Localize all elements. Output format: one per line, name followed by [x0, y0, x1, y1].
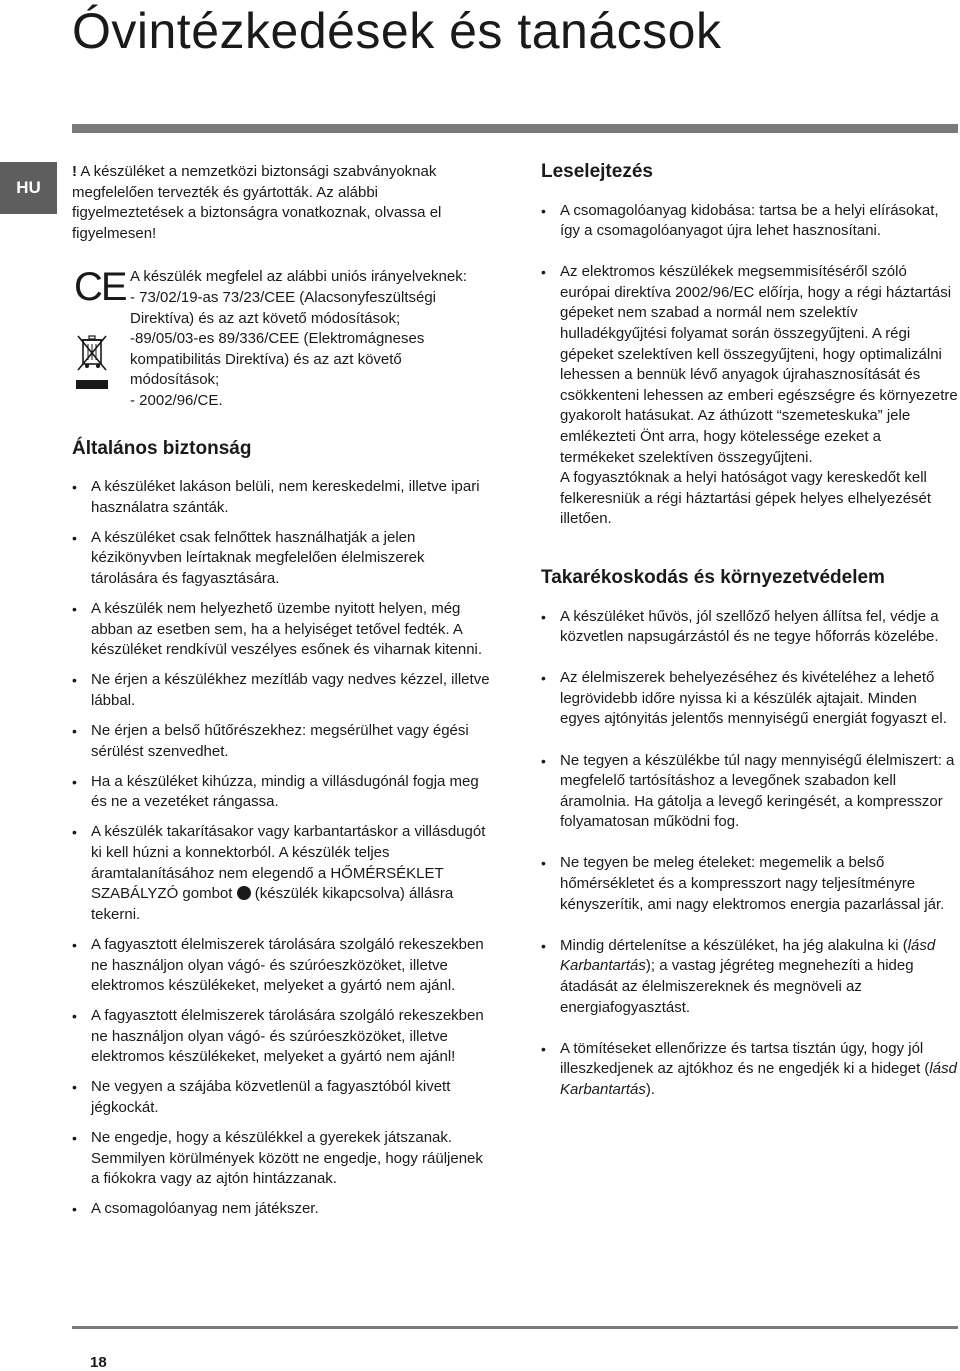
disposal-list: [541, 201, 959, 530]
list-item: [72, 822, 490, 925]
page-title: Óvintézkedések és tanácsok: [72, 3, 722, 59]
list-item: [541, 936, 959, 1018]
saving-list: [541, 607, 959, 1101]
intro-paragraph: [72, 162, 490, 244]
general-safety-heading: Általános biztonság: [72, 437, 252, 459]
language-tab: HU: [0, 162, 57, 214]
footer-divider: [72, 1326, 958, 1329]
conformity-line: - 2002/96/CE.: [130, 391, 223, 409]
conformity-icons: [72, 267, 130, 411]
conformity-text: [130, 267, 490, 411]
list-item: • A készüléket lakáson belüli, nem kereskedelmi, illetve ipari használatra szánták.: [72, 477, 490, 518]
list-item: • A csomagolóanyag kidobása: tartsa be a helyi elírásokat, így a csomagolóanyagot újra lehet hasznosítani.: [541, 201, 959, 242]
list-item: • Ne tegyen be meleg ételeket: megemelik a belső hőmérsékletet és a kompresszort nagy teljesítményre kényszerítik, ami nagy elektromos energia pazarlással jár.: [541, 853, 959, 915]
crossed-bin-icon: [76, 333, 108, 391]
list-item: • Az élelmiszerek behelyezéséhez és kivételéhez a lehető legrövidebb időre nyissa ki a készülék ajtajait. Minden egyes ajtónyitás jelentős mennyiségű energiát fogyaszt el.: [541, 668, 959, 730]
left-column: [72, 162, 490, 1230]
maintenance-reference: lásd Karbantartás: [560, 1060, 957, 1098]
list-item-text: A tömítéseket ellenőrizze és tartsa tisztán úgy, hogy jól illeszkedjenek az ajtókhoz és ne engedjék ki a hideget (: [560, 1039, 930, 1078]
list-item: • A fagyasztott élelmiszerek tárolására szolgáló rekeszekben ne használjon olyan vágó- és szúróeszközöket, illetve elektromos készülékeket, melyeket a gyártó nem ajánl.: [72, 935, 490, 997]
list-item: • Ha a készüléket kihúzza, mindig a villásdugónál fogja meg és ne a vezetéket rángassa.: [72, 772, 490, 813]
list-item: • A fagyasztott élelmiszerek tárolására szolgáló rekeszekben ne használjon olyan vágó- és szúróeszközöket, illetve elektromos készülékeket, melyeket a gyártó nem ajánl!: [72, 1006, 490, 1068]
knob-off-icon: [237, 886, 251, 900]
conformity-line: -89/05/03-es 89/336/CEE (Elektromágneses kompatibilitás Direktíva) és az azt követő módosítások;: [130, 330, 425, 389]
list-item: • Ne vegyen a szájába közvetlenül a fagyasztóból kivett jégkockát.: [72, 1077, 490, 1118]
list-item: • Ne tegyen a készülékbe túl nagy mennyiségű élelmiszert: a megfelelő tartósításhoz a levegőnek szabadon kell áramolnia. Ha gátolja a levegő keringését, a kompresszor folyamatosan működni fog.: [541, 751, 959, 833]
list-item: • Ne érjen a készülékhez mezítláb vagy nedves kézzel, illetve lábbal.: [72, 670, 490, 711]
conformity-block: [72, 267, 490, 411]
conformity-line: - 73/02/19-as 73/23/CEE (Alacsonyfeszültségi Direktíva) és az azt követő módosítások;: [130, 288, 436, 327]
page-number: 18: [90, 1354, 107, 1371]
right-column: [541, 162, 959, 1121]
list-item-text: Az elektromos készülékek megsemmisítéséről szóló európai direktíva 2002/96/EC előírja, hogy a régi háztartási gépeket nem szabad a normál nem szelektív hulladékgyűjtési folyamat során összegyűjteni. A régi gépeket szelektíven kell összegyűjteni, hogy optimalizálni lehessen a bennük lévő anyagok újrahasznosítását és csökkenteni lehessen az emberi egészségre és környezetre gyakorolt hatásukat. Az áthúzott “szemeteskuka” jele emlékezteti Önt arra, hogy kötelessége ezeket a termékeket szelektíven összegyűjteni.: [560, 263, 958, 466]
list-item-text: ); a vastag jégréteg megnehezíti a hideg átadását az élelmiszereknek és megnöveli az energiafogyasztást.: [560, 957, 914, 1016]
list-item-text: (készülék kikapcsolva) állásra tekerni.: [91, 885, 454, 923]
general-safety-list: [72, 477, 490, 1220]
list-item: [541, 1039, 959, 1101]
list-item: • A készülék nem helyezhető üzembe nyitott helyen, még abban az esetben sem, ha a helyiséget tetővel fedték. A készüléket rendkívül veszélyes esőnek és viharnak kitenni.: [72, 599, 490, 661]
maintenance-reference: lásd Karbantartás: [560, 936, 936, 975]
disposal-heading: Leselejtezés: [541, 161, 653, 182]
intro-text: A készüléket a nemzetközi biztonsági szabványoknak megfelelően tervezték és gyártották. Az alábbi figyelmeztetések a biztonságra vonatkoznak, olvassa el figyelmesen!: [72, 163, 442, 242]
list-item: • A készüléket hűvös, jól szellőző helyen állítsa fel, védje a közvetlen napsugárzástól és ne tegye hőforrás közelébe.: [541, 607, 959, 648]
conformity-line: A készülék megfelel az alábbi uniós irányelveknek:: [130, 268, 467, 286]
consumer-note: A fogyasztóknak a helyi hatóságot vagy kereskedőt kell felkeresniük a régi háztartási gépek helyes elhelyezését illetően.: [560, 469, 932, 528]
list-item-text: A készülék takarításakor vagy karbantartáskor a villásdugót ki kell húzni a konnektorból. A készülék teljes áramtalanításához nem elegendő a HŐMÉRSÉKLET SZABÁLYZÓ gombot: [91, 823, 486, 903]
list-item: • Ne engedje, hogy a készülékkel a gyerekek játszanak. Semmilyen körülmények között ne engedje, hogy ráüljenek a fiókokra vagy az ajtón hintázzanak.: [72, 1128, 490, 1190]
saving-heading: Takarékoskodás és környezetvédelem: [541, 567, 885, 588]
title-divider: [72, 124, 958, 133]
ce-mark-icon: CE: [74, 265, 126, 310]
warning-mark: !: [72, 163, 77, 180]
list-item-text: ).: [645, 1080, 656, 1098]
list-item: • A csomagolóanyag nem játékszer.: [72, 1199, 490, 1220]
list-item: [541, 262, 959, 530]
list-item: • Ne érjen a belső hűtőrészekhez: megsérülhet vagy égési sérülést szenvedhet.: [72, 721, 490, 762]
list-item-text: Mindig dértelenítse a készüléket, ha jég alakulna ki (: [560, 936, 908, 954]
list-item: • A készüléket csak felnőttek használhatják a jelen kézikönyvben leírtaknak megfelelően élelmiszerek tárolására és fagyasztására.: [72, 528, 490, 590]
